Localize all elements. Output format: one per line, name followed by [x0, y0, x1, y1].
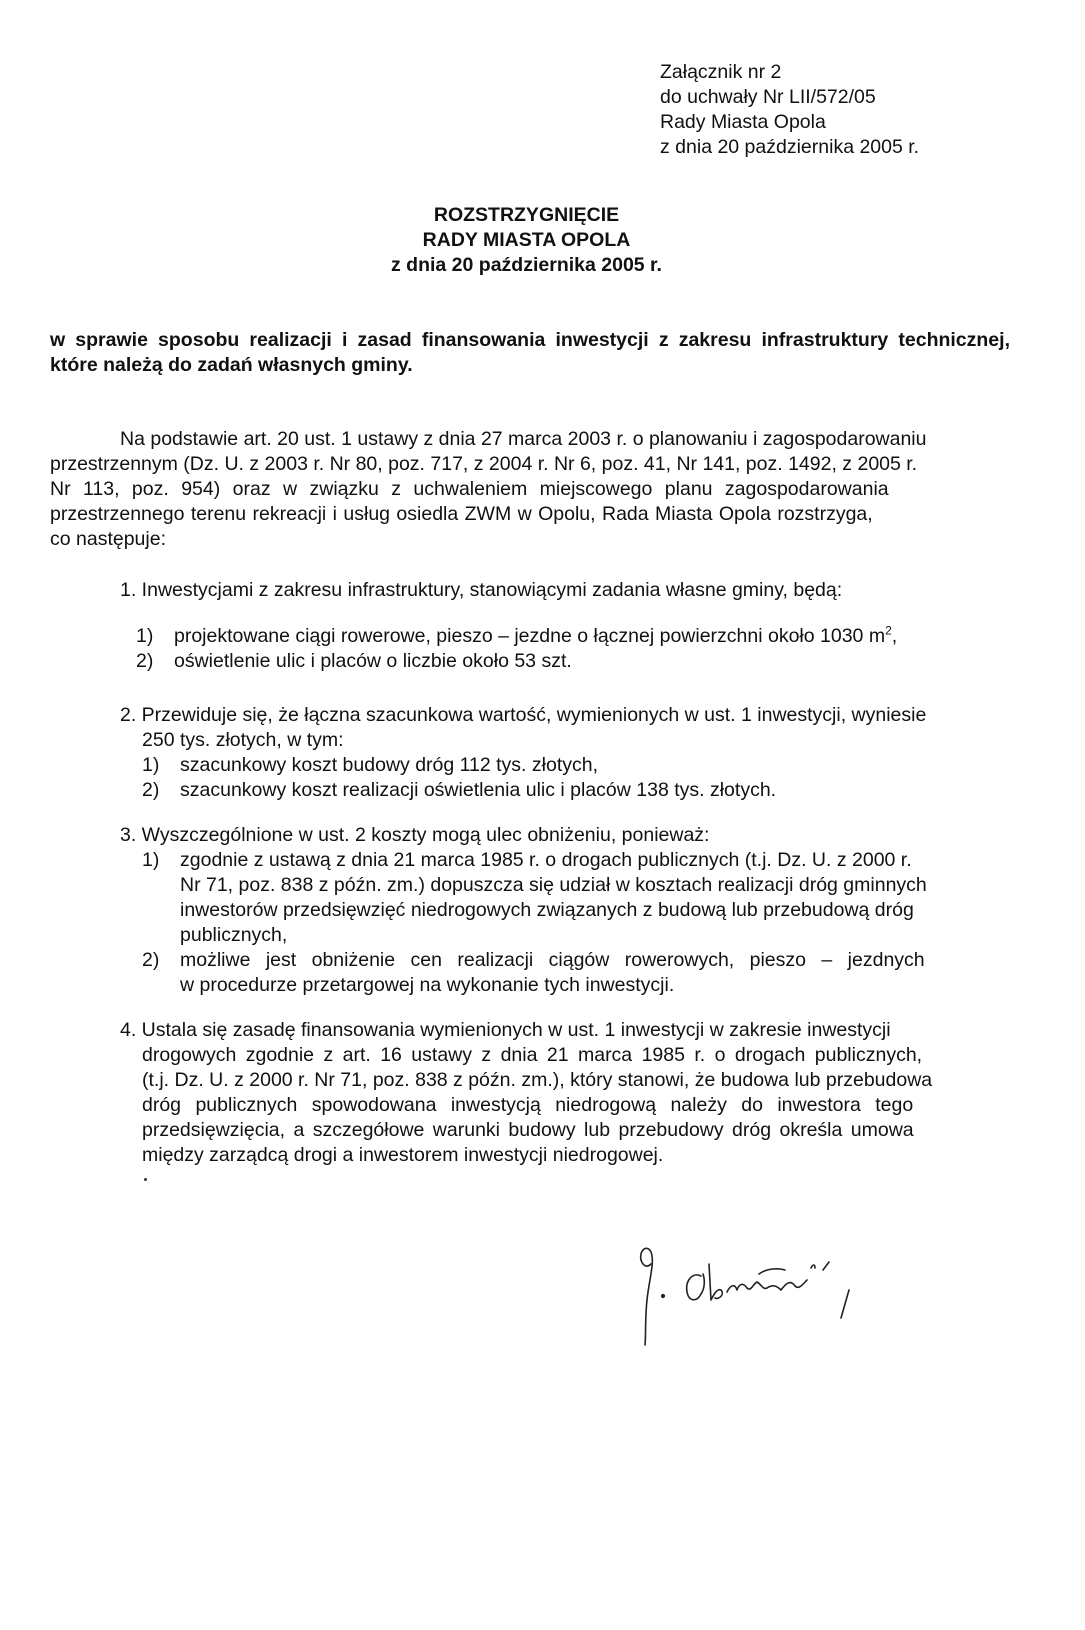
superscript: 2 [885, 623, 892, 638]
list-item [120, 778, 1010, 803]
point-2-line-2: 250 tys. złotych, w tym: [142, 729, 344, 751]
item-text: oświetlenie ulic i placów o liczbie około 53 szt. [174, 650, 572, 672]
item-text: szacunkowy koszt budowy dróg 112 tys. złotych, [180, 754, 599, 776]
item-number: 2) [142, 779, 160, 801]
title-line-2: RADY MIASTA OPOLA [422, 229, 631, 251]
point-4-line-6: między zarządcą drogi a inwestorem inwestycji niedrogowej. [142, 1144, 664, 1166]
item-text: zgodnie z ustawą z dnia 21 marca 1985 r. o drogach publicznych (t.j. Dz. U. z 2000 r. [180, 849, 912, 871]
item-number: 1) [142, 754, 160, 776]
point-4-line-2: drogowych zgodnie z art. 16 ustawy z dnia 21 marca 1985 r. o drogach publicznych, [142, 1044, 923, 1066]
point-4-line-3: (t.j. Dz. U. z 2000 r. Nr 71, poz. 838 z późn. zm.), który stanowi, że budowa lub przebudowa [142, 1069, 933, 1091]
list-item [120, 753, 1010, 778]
list-item [120, 948, 1010, 973]
item-number: 1) [136, 625, 154, 647]
stray-dot [144, 1178, 147, 1181]
basis-line-3: Nr 113, poz. 954) oraz w związku z uchwaleniem miejscowego planu zagospodarowania [50, 478, 889, 500]
annex-council: Rady Miasta Opola [660, 111, 826, 133]
point-4-line-1: 4. Ustala się zasadę finansowania wymienionych w ust. 1 inwestycji w zakresie inwestycji [120, 1019, 891, 1041]
point-3-intro: 3. Wyszczególnione w ust. 2 koszty mogą ulec obniżeniu, ponieważ: [120, 824, 710, 846]
point-4-line-4: dróg publicznych spowodowana inwestycją niedrogową należy do inwestora tego [142, 1094, 914, 1116]
item-continuation: publicznych, [180, 924, 288, 946]
item-text: projektowane ciągi rowerowe, pieszo – jezdne o łącznej powierzchni około 1030 $m^2$, [174, 623, 898, 647]
item-continuation: Nr 71, poz. 838 z późn. zm.) dopuszcza się udział w kosztach realizacji dróg gminnych [180, 874, 927, 896]
handwritten-signature [635, 1240, 875, 1350]
item-continuation: inwestorów przedsięwzięć niedrogowych związanych z budową lub przebudową dróg [180, 899, 914, 921]
point-1-intro: 1. Inwestycjami z zakresu infrastruktury, stanowiącymi zadania własne gminy, będą: [120, 579, 843, 601]
decision-title [0, 203, 1053, 278]
point-4 [120, 1018, 1010, 1168]
annex-resolution: do uchwały Nr LII/572/05 [660, 86, 876, 108]
item-text: możliwe jest obniżenie cen realizacji ciągów rowerowych, pieszo – jezdnych [180, 949, 925, 971]
basis-line-2: przestrzennym (Dz. U. z 2003 r. Nr 80, poz. 717, z 2004 r. Nr 6, poz. 41, Nr 141, poz. 1492, z 2005 r. [50, 453, 918, 475]
list-item [136, 649, 897, 674]
basis-line-4: przestrzennego terenu rekreacji i usług osiedla ZWM w Opolu, Rada Miasta Opola rozstrzyga, [50, 503, 873, 525]
basis-line-5: co następuje: [50, 528, 167, 550]
item-number: 2) [136, 650, 154, 672]
point-1-list [136, 624, 897, 674]
list-item [136, 624, 897, 649]
point-2-line-1: 2. Przewiduje się, że łączna szacunkowa wartość, wymienionych w ust. 1 inwestycji, wyniesie [120, 704, 927, 726]
title-line-1: ROZSTRZYGNIĘCIE [433, 204, 620, 226]
point-2 [120, 703, 1010, 803]
list-item [120, 848, 1010, 873]
annex-date: z dnia 20 października 2005 r. [660, 136, 920, 158]
annex-number: Załącznik nr 2 [660, 61, 782, 83]
basis-line-1: Na podstawie art. 20 ust. 1 ustawy z dnia 27 marca 2003 r. o planowaniu i zagospodarowaniu [120, 428, 927, 450]
item-number: 1) [142, 849, 160, 871]
item-continuation: w procedurze przetargowej na wykonanie tych inwestycji. [180, 974, 675, 996]
title-line-3: z dnia 20 października 2005 r. [391, 254, 662, 276]
subject-paragraph: w sprawie sposobu realizacji i zasad finansowania inwestycji z zakresu infrastruktury technicznej, które należą do zadań własnych gminy. [50, 329, 1010, 376]
point-3 [120, 823, 1010, 998]
item-number: 2) [142, 949, 160, 971]
point-4-line-5: przedsięwzięcia, a szczegółowe warunki budowy lub przebudowy dróg określa umowa [142, 1119, 914, 1141]
item-text: szacunkowy koszt realizacji oświetlenia ulic i placów 138 tys. złotych. [180, 779, 777, 801]
legal-basis-paragraph [50, 427, 1010, 552]
annex-header [660, 60, 1060, 160]
